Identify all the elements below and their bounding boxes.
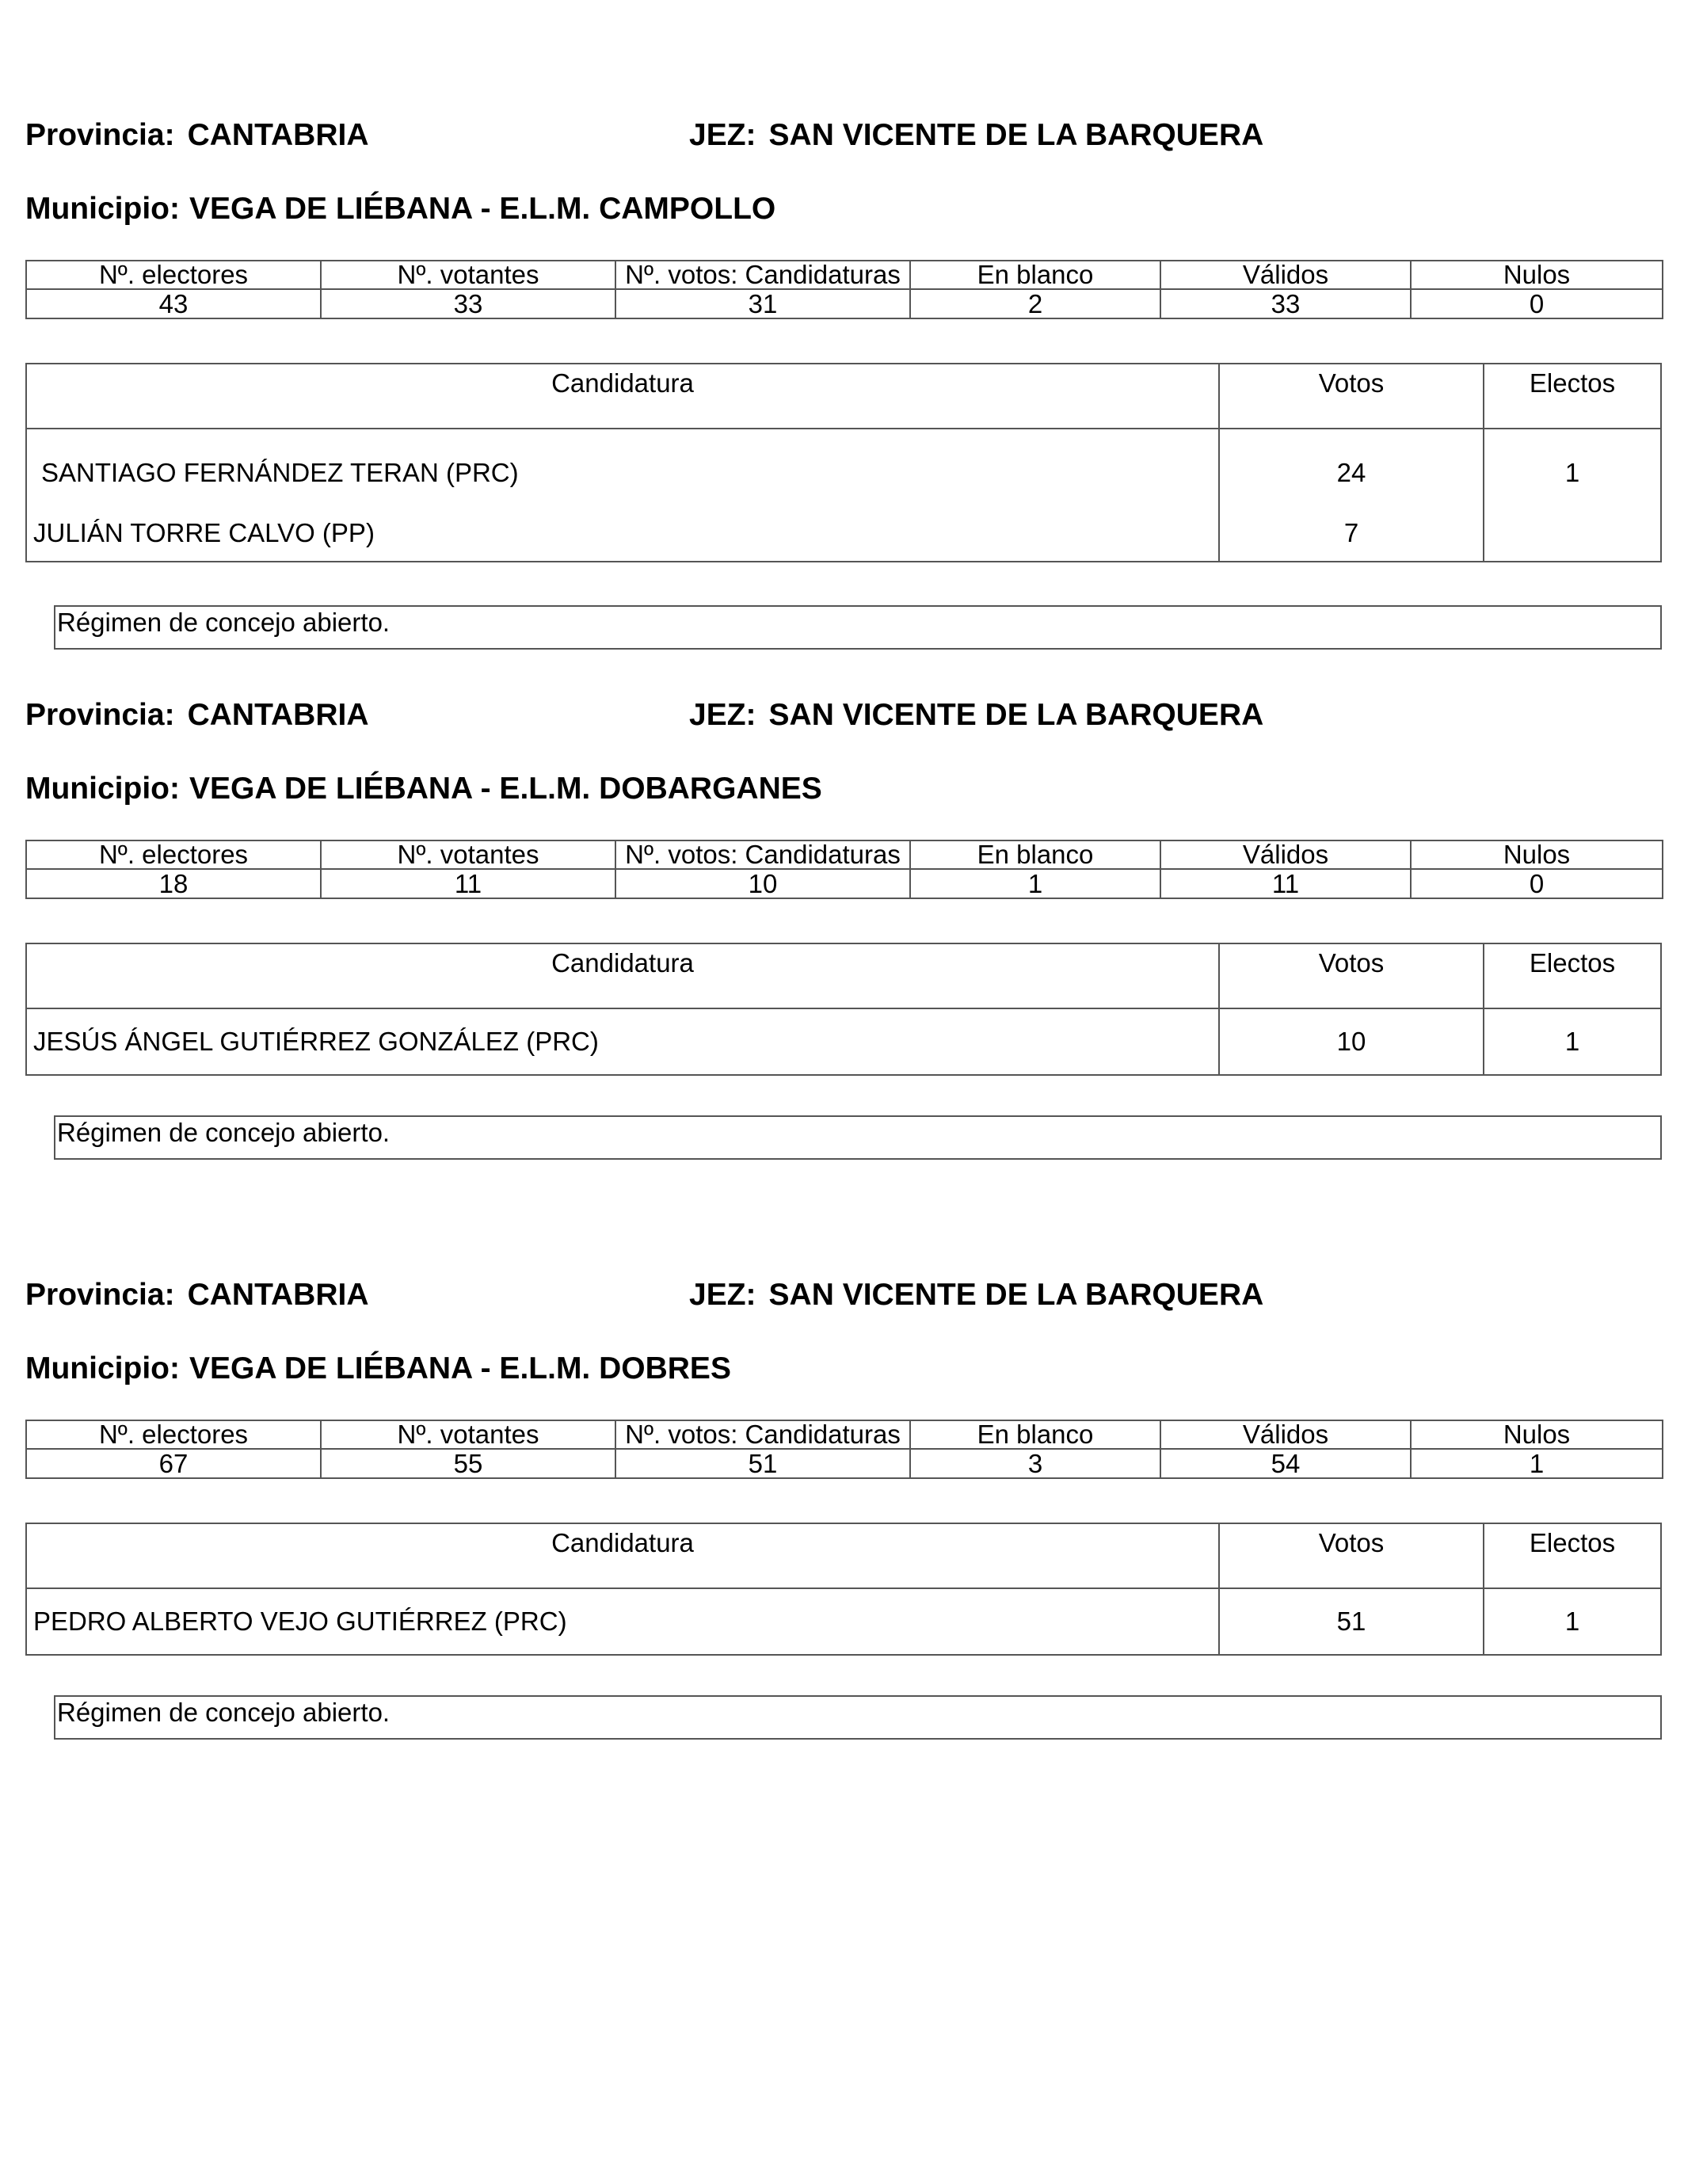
- municipio-heading: Municipio: VEGA DE LIÉBANA - E.L.M. CAMPOLLO: [25, 192, 776, 226]
- stat-header: Nº. electores: [26, 1420, 321, 1449]
- stat-value: 18: [26, 869, 321, 898]
- municipio-heading: Municipio: VEGA DE LIÉBANA - E.L.M. DOBARGANES: [25, 772, 822, 806]
- stat-value: 0: [1411, 869, 1663, 898]
- candidate-name: JULIÁN TORRE CALVO (PP): [27, 505, 1220, 561]
- stat-value: 1: [1411, 1449, 1663, 1478]
- stat-header: Nº. votantes: [321, 1420, 615, 1449]
- stat-value: 2: [910, 289, 1160, 318]
- stat-value: 31: [615, 289, 910, 318]
- header-candidatura: Candidatura: [27, 1524, 1220, 1587]
- candidate-name: JESÚS ÁNGEL GUTIÉRREZ GONZÁLEZ (PRC): [27, 1009, 1220, 1074]
- stat-header: Nº. votos: Candidaturas: [615, 840, 910, 869]
- stats-value-row: [26, 869, 1663, 898]
- stat-value: 11: [321, 869, 615, 898]
- header-electos: Electos: [1529, 948, 1616, 978]
- candidate-electos: 1: [1564, 1607, 1580, 1636]
- candidates-table: [25, 943, 1662, 1076]
- stat-header: Nº. votantes: [321, 840, 615, 869]
- candidate-row: [27, 1589, 1660, 1654]
- candidate-votes: 51: [1220, 1589, 1484, 1654]
- stats-value-row: [26, 289, 1663, 318]
- candidate-name: PEDRO ALBERTO VEJO GUTIÉRREZ (PRC): [27, 1589, 1220, 1654]
- provincia-heading: Provincia: CANTABRIA: [25, 1278, 369, 1312]
- header-votos: Votos: [1220, 364, 1484, 428]
- stats-table: [25, 1420, 1663, 1479]
- stat-value: 33: [321, 289, 615, 318]
- stat-header: Nº. electores: [26, 840, 321, 869]
- header-electos: Electos: [1529, 1528, 1616, 1557]
- stat-header: Nulos: [1411, 261, 1663, 289]
- stat-header: En blanco: [910, 1420, 1160, 1449]
- candidates-table: [25, 363, 1662, 562]
- stat-header: Válidos: [1160, 261, 1411, 289]
- candidates-header-row: [27, 944, 1660, 1009]
- stats-header-row: [26, 1420, 1663, 1449]
- jez-heading: JEZ: SAN VICENTE DE LA BARQUERA: [689, 118, 1264, 152]
- stat-header: En blanco: [910, 840, 1160, 869]
- candidates-header-row: [27, 1524, 1660, 1589]
- stat-value: 43: [26, 289, 321, 318]
- stat-header: Nº. electores: [26, 261, 321, 289]
- stat-header: Válidos: [1160, 840, 1411, 869]
- candidate-electos: [1484, 505, 1660, 561]
- candidates-table: [25, 1523, 1662, 1656]
- candidate-electos: 1: [1564, 1027, 1580, 1056]
- stat-value: 33: [1160, 289, 1411, 318]
- stat-header: Nº. votos: Candidaturas: [615, 1420, 910, 1449]
- candidate-row: [27, 505, 1660, 561]
- header-candidatura: Candidatura: [27, 944, 1220, 1008]
- header-votos: Votos: [1220, 1524, 1484, 1587]
- stat-header: Válidos: [1160, 1420, 1411, 1449]
- candidate-votes: 7: [1220, 505, 1484, 561]
- stat-value: 67: [26, 1449, 321, 1478]
- stat-value: 54: [1160, 1449, 1411, 1478]
- candidates-header-row: [27, 364, 1660, 429]
- stat-value: 55: [321, 1449, 615, 1478]
- stat-value: 11: [1160, 869, 1411, 898]
- header-candidatura: Candidatura: [27, 364, 1220, 428]
- note-box: Régimen de concejo abierto.: [54, 1695, 1662, 1740]
- candidate-row: [27, 429, 1660, 505]
- stat-header: Nulos: [1411, 840, 1663, 869]
- header-votos: Votos: [1220, 944, 1484, 1008]
- stat-value: 1: [910, 869, 1160, 898]
- stat-header: Nº. votantes: [321, 261, 615, 289]
- stats-table: [25, 260, 1663, 319]
- stats-header-row: [26, 840, 1663, 869]
- stat-value: 10: [615, 869, 910, 898]
- jez-heading: JEZ: SAN VICENTE DE LA BARQUERA: [689, 698, 1264, 732]
- stats-table: [25, 840, 1663, 899]
- stats-value-row: [26, 1449, 1663, 1478]
- stat-header: Nulos: [1411, 1420, 1663, 1449]
- stat-value: 51: [615, 1449, 910, 1478]
- provincia-heading: Provincia: CANTABRIA: [25, 118, 369, 152]
- stat-value: 3: [910, 1449, 1160, 1478]
- candidate-votes: 24: [1220, 429, 1484, 505]
- header-electos: Electos: [1529, 368, 1616, 398]
- municipio-heading: Municipio: VEGA DE LIÉBANA - E.L.M. DOBRES: [25, 1351, 731, 1385]
- jez-heading: JEZ: SAN VICENTE DE LA BARQUERA: [689, 1278, 1264, 1312]
- stats-header-row: [26, 261, 1663, 289]
- candidate-votes: 10: [1220, 1009, 1484, 1074]
- candidate-electos: 1: [1564, 458, 1580, 487]
- candidate-row: [27, 1009, 1660, 1074]
- stat-value: 0: [1411, 289, 1663, 318]
- candidate-name: SANTIAGO FERNÁNDEZ TERAN (PRC): [27, 429, 1220, 505]
- provincia-heading: Provincia: CANTABRIA: [25, 698, 369, 732]
- note-box: Régimen de concejo abierto.: [54, 1115, 1662, 1160]
- stat-header: Nº. votos: Candidaturas: [615, 261, 910, 289]
- note-box: Régimen de concejo abierto.: [54, 605, 1662, 650]
- stat-header: En blanco: [910, 261, 1160, 289]
